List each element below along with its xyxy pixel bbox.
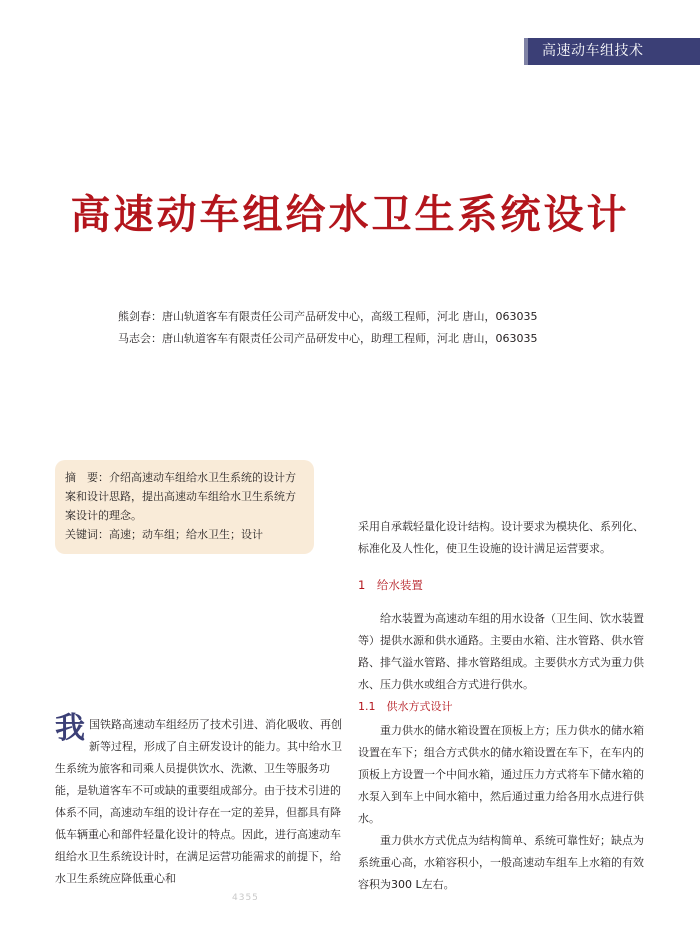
body-paragraph-4: 重力供水方式优点为结构简单、系统可靠性好；缺点为系统重心高，水箱容积小，一般高速动车组车上水箱的有效容积为300 L左右。 [358,834,644,891]
abstract-box [55,460,314,554]
author-block [118,306,538,350]
abstract-text: 摘 要：介绍高速动车组给水卫生系统的设计方案和设计思路，提出高速动车组给水卫生系统方案设计的理念。 [65,471,296,522]
left-column [55,711,347,890]
section-heading-1: 1 给水装置 [358,578,423,592]
dropcap: 我 [55,711,85,746]
author-line-1: 熊剑春：唐山轨道客车有限责任公司产品研发中心，高级工程师，河北 唐山，063035 [118,310,538,323]
header-tag-label: 高速动车组技术 [542,43,644,59]
header-stripe [524,38,528,65]
body-paragraph-3: 重力供水的储水箱设置在顶板上方；压力供水的储水箱设置在车下；组合方式供水的储水箱设置在车下，在车内的顶板上方设置一个中间水箱，通过压力方式将车下储水箱的水泵入到车上中间水箱中，然后通过重力给各用水点进行供水。 [358,724,644,825]
keywords: 关键词：高速；动车组；给水卫生；设计 [65,528,263,541]
article-title: 高速动车组给水卫生系统设计 [70,192,630,238]
subsection-heading-1-1: 1.1 供水方式设计 [358,700,453,713]
intro-paragraph: 国铁路高速动车组经历了技术引进、消化吸收、再创新等过程，形成了自主研发设计的能力。其中给水卫生系统为旅客和司乘人员提供饮水、洗漱、卫生等服务功能，是轨道客车不可或缺的重要组成部分。由于技术引进的体系不同，高速动车组的设计存在一定的差异，但都具有降低车辆重心和部件轻量化设计的特点。因此，进行高速动车组给水卫生系统设计时，在满足运营功能需求的前提下，给水卫生系统应降低重心和 [55,718,342,885]
author-line-2: 马志会：唐山轨道客车有限责任公司产品研发中心，助理工程师，河北 唐山，063035 [118,332,538,345]
body-paragraph-1: 采用自承载轻量化设计结构。设计要求为模块化、系列化、标准化及人性化，使卫生设施的设计满足运营要求。 [358,520,644,555]
section-header-tag [524,38,700,65]
body-paragraph-2: 给水装置为高速动车组的用水设备（卫生间、饮水装置等）提供水源和供水通路。主要由水箱、注水管路、供水管路、排气溢水管路、排水管路组成。主要供水方式为重力供水、压力供水或组合方式进行供水。 [358,612,644,691]
right-column [358,516,648,896]
page-number: 4355 [232,893,259,903]
